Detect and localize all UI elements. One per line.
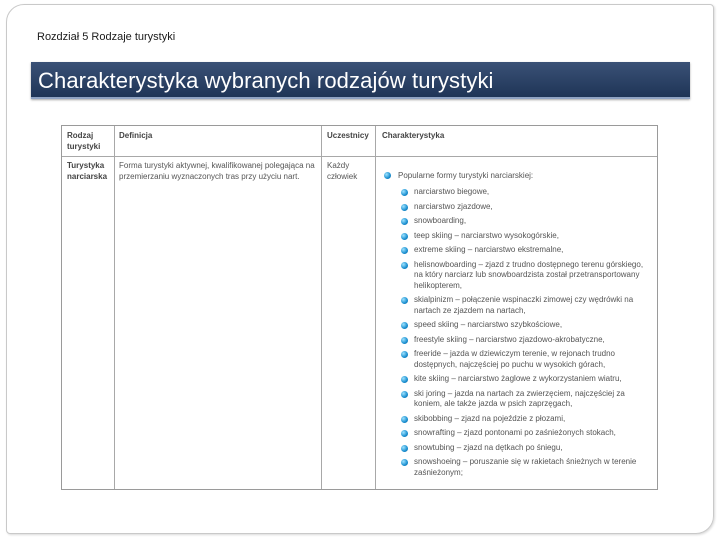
cell-participants: Każdy człowiek xyxy=(327,161,358,181)
header-uczestnicy: Uczestnicy xyxy=(327,131,369,140)
list-item-text: freeride – jazda w dziewiczym terenie, w rejonach trudno dostępnych, najczęściej po puchu w wysokich górach, xyxy=(414,349,615,369)
list-item xyxy=(401,260,646,292)
list-item-text: snowrafting – zjazd pontonami po zaśnieżonych stokach, xyxy=(414,428,616,437)
bullet-icon xyxy=(401,430,408,437)
list-item-text: helisnowboarding – zjazd z trudno dostępnego terenu górskiego, na który narciarz lub snowboardzista został przetransportowany helikopterem, xyxy=(414,259,644,290)
bullet-icon xyxy=(401,233,408,240)
list-item xyxy=(401,216,646,227)
list-item xyxy=(401,443,646,454)
list-item-text: kite skiing – narciarstwo żaglowe z wykorzystaniem wiatru, xyxy=(414,374,622,383)
bullet-icon xyxy=(401,218,408,225)
title-banner xyxy=(31,62,690,99)
column-divider xyxy=(114,126,115,489)
list-item xyxy=(401,414,646,425)
forms-list xyxy=(401,187,646,482)
list-item xyxy=(401,245,646,256)
list-item-text: teep skiing – narciarstwo wysokogórskie, xyxy=(414,230,559,240)
list-item-text: extreme skiing – narciarstwo ekstremalne, xyxy=(414,245,564,254)
list-item-text: narciarstwo zjazdowe, xyxy=(414,201,493,211)
intro-label: Popularne formy turystyki narciarskiej: xyxy=(398,171,534,180)
list-item xyxy=(401,335,646,346)
list-item xyxy=(401,389,646,410)
header-divider xyxy=(62,156,657,157)
bullet-icon xyxy=(401,459,408,466)
bullet-icon xyxy=(384,172,391,179)
list-item-text: narciarstwo biegowe, xyxy=(414,187,490,196)
cell-definition: Forma turystyki aktywnej, kwalifikowanej polegająca na przemierzaniu wyznaczonych tras przy użyciu nart. xyxy=(119,161,315,181)
column-divider xyxy=(375,126,376,489)
header-charakterystyka: Charakterystyka xyxy=(382,131,445,140)
list-item xyxy=(401,202,646,213)
header-definicja: Definicja xyxy=(119,131,153,140)
bullet-icon xyxy=(401,416,408,423)
list-item xyxy=(401,457,646,478)
intro-text xyxy=(398,171,648,182)
bullet-icon xyxy=(401,337,408,344)
list-item xyxy=(401,374,646,385)
bullet-icon xyxy=(401,189,408,196)
slide-title: Charakterystyka wybranych rodzajów turystyki xyxy=(38,68,494,93)
bullet-icon xyxy=(401,391,408,398)
list-item xyxy=(401,349,646,370)
bullet-icon xyxy=(401,262,408,269)
bullet-icon xyxy=(401,322,408,329)
list-item-text: freestyle skiing – narciarstwo zjazdowo-akrobatyczne, xyxy=(414,334,605,344)
bullet-icon xyxy=(401,204,408,211)
list-item-text: snowshoeing – poruszanie się w rakietach śnieżnych w terenie zaśnieżonym; xyxy=(414,457,637,477)
bullet-icon xyxy=(401,445,408,452)
header-rodzaj: Rodzaj turystyki xyxy=(67,131,101,151)
bullet-icon xyxy=(401,376,408,383)
characteristics-table xyxy=(61,125,658,490)
chapter-label: Rozdział 5 Rodzaje turystyki xyxy=(37,31,176,43)
bullet-icon xyxy=(401,247,408,254)
list-item xyxy=(401,320,646,331)
list-item xyxy=(401,187,646,198)
list-item xyxy=(401,231,646,242)
list-item-text: snowboarding, xyxy=(414,216,467,225)
cell-type: Turystyka narciarska xyxy=(67,161,108,181)
list-item-text: ski joring – jazda na nartach za zwierzęciem, najczęściej za koniem, ale także jazda w psich zaprzęgach, xyxy=(414,388,625,408)
list-item xyxy=(401,428,646,439)
list-item-text: snowtubing – zjazd na dętkach po śniegu, xyxy=(414,442,563,452)
list-item-text: skibobbing – zjazd na pojeździe z płozami, xyxy=(414,413,566,423)
bullet-icon xyxy=(401,351,408,358)
list-item-text: skialpinizm – połączenie wspinaczki zimowej czy wędrówki na nartach ze zjazdem na nartach, xyxy=(414,295,634,315)
list-item-text: speed skiing – narciarstwo szybkościowe, xyxy=(414,320,563,329)
list-item xyxy=(401,295,646,316)
bullet-icon xyxy=(401,297,408,304)
